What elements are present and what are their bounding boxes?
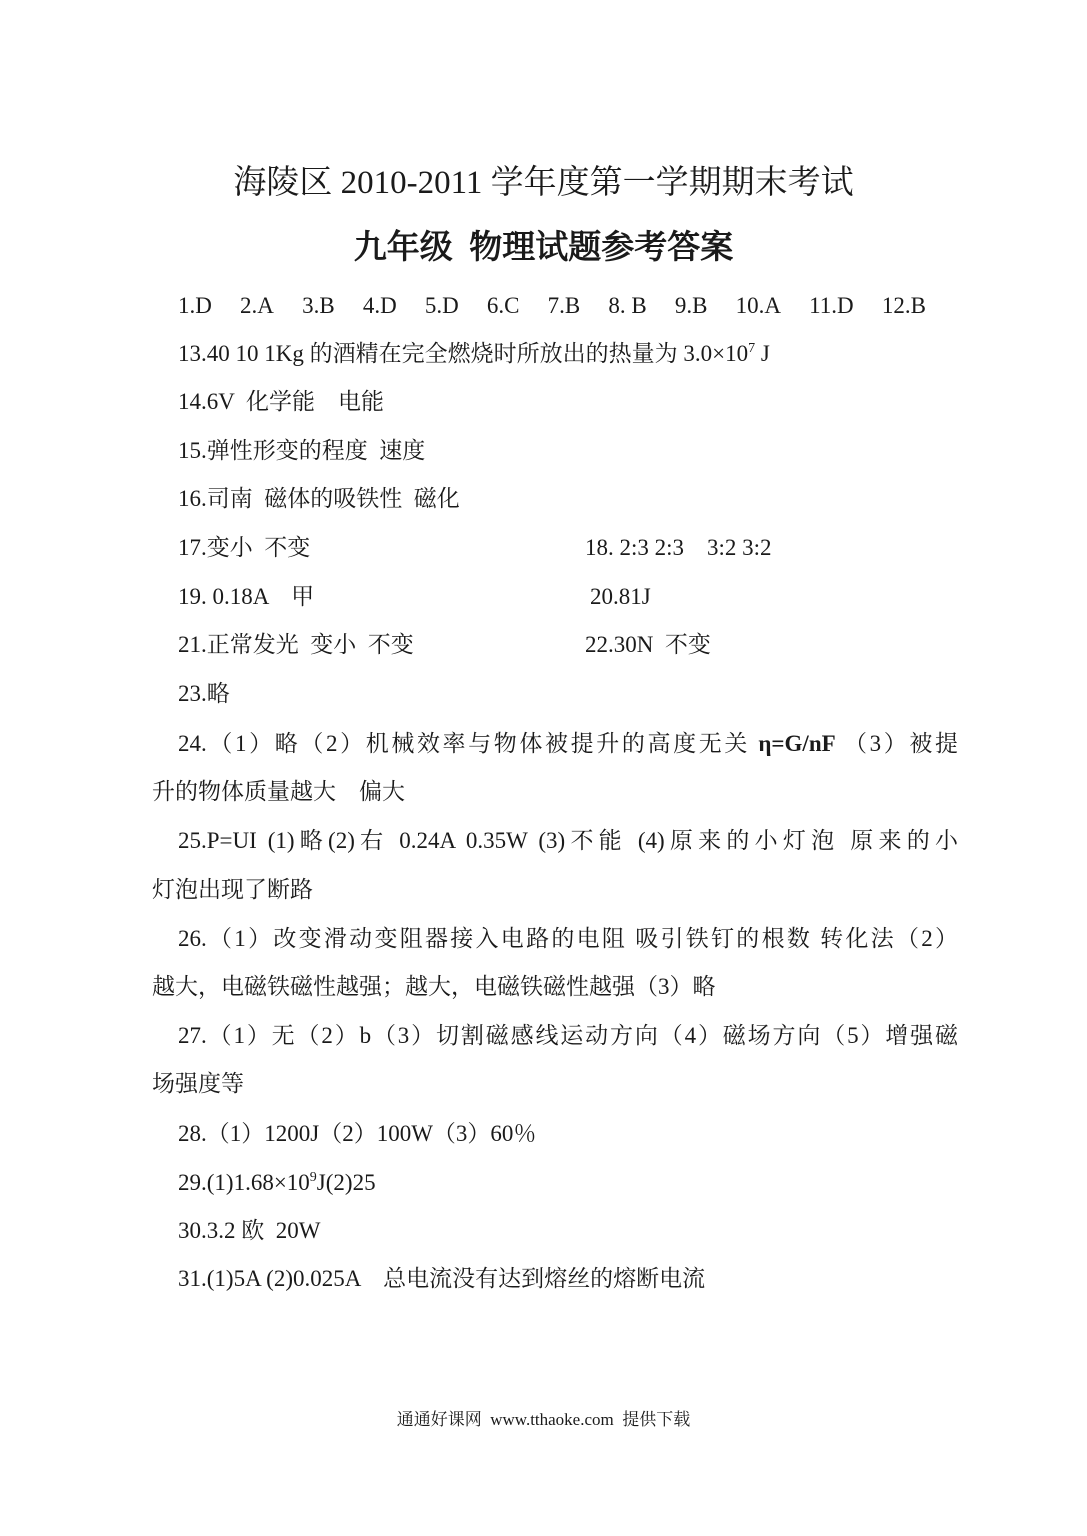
choice-answer-3: 3.B (302, 293, 335, 318)
choice-answers-row (178, 291, 926, 321)
answer-26-line-1: 26.（1）改变滑动变阻器接入电路的电阻 吸引铁钉的根数 转化法（2） (178, 926, 958, 951)
answer-24-line-2: 升的物体质量越大 偏大 (152, 779, 405, 804)
choice-answer-12: 12.B (881, 293, 926, 318)
answer-13 (178, 339, 770, 369)
answer-19: 19. 0.18A 甲 (178, 584, 315, 609)
answer-27-line-2: 场强度等 (152, 1071, 244, 1096)
answer-21: 21.正常发光 变小 不变 (178, 632, 414, 657)
answer-24-part-b: （3）被提 (844, 731, 959, 756)
answer-22: 22.30N 不变 (585, 632, 711, 657)
choice-answer-10: 10.A (735, 293, 781, 318)
answer-27-line-1: 27.（1）无（2）b（3）切割磁感线运动方向（4）磁场方向（5）增强磁 (178, 1023, 958, 1048)
answer-14: 14.6V 化学能 电能 (178, 389, 384, 414)
answer-29-exponent: 9 (309, 1170, 317, 1185)
answer-24-formula: η=G/nF (758, 731, 836, 756)
document-subtitle: 九年级 物理试题参考答案 (353, 230, 734, 266)
choice-answer-1: 1.D (178, 293, 212, 318)
answer-20: 20.81J (590, 584, 651, 609)
answer-29-tail: J(2)25 (316, 1170, 376, 1195)
answer-25-line-2: 灯泡出现了断路 (152, 877, 313, 902)
answer-13-exponent: 7 (748, 341, 756, 356)
answer-25-line-1: 25.P=UI (1)略(2)右 0.24A 0.35W (3)不能 (4)原来的小灯泡 原来的小 (178, 828, 958, 853)
choice-answer-5: 5.D (424, 293, 459, 318)
answer-13-unit: J (755, 341, 770, 366)
answer-28: 28.（1）1200J（2）100W（3）60％ (178, 1121, 537, 1146)
answer-29-text: 29.(1)1.68×10 (178, 1170, 310, 1195)
answer-17: 17.变小 不变 (178, 535, 311, 560)
answer-13-text: 13.40 10 1Kg 的酒精在完全燃烧时所放出的热量为 3.0×10 (178, 341, 749, 366)
answer-16: 16.司南 磁体的吸铁性 磁化 (178, 486, 460, 511)
answer-15: 15.弹性形变的程度 速度 (178, 438, 426, 463)
answer-31: 31.(1)5A (2)0.025A 总电流没有达到熔丝的熔断电流 (178, 1266, 706, 1291)
choice-answer-7: 7.B (547, 293, 581, 318)
answer-30: 30.3.2 欧 20W (178, 1218, 321, 1243)
answer-29 (178, 1168, 376, 1198)
answer-24-part-a: 24.（1）略（2）机械效率与物体被提升的高度无关 (178, 731, 750, 756)
page-footer: 通通好课网 www.tthaoke.com 提供下载 (396, 1410, 691, 1429)
answer-18: 18. 2:3 2:3 3:2 3:2 (585, 535, 772, 560)
answer-24-line-1 (178, 729, 958, 759)
choice-answer-11: 11.D (809, 293, 854, 318)
choice-answer-8: 8. B (608, 293, 647, 318)
choice-answer-9: 9.B (674, 293, 708, 318)
answer-23: 23.略 (178, 681, 230, 706)
document-title: 海陵区 2010-2011 学年度第一学期期末考试 (233, 165, 854, 201)
answer-26-line-2: 越大，电磁铁磁性越强；越大，电磁铁磁性越强（3）略 (152, 974, 716, 999)
choice-answer-4: 4.D (362, 293, 397, 318)
choice-answer-6: 6.C (486, 293, 520, 318)
choice-answer-2: 2.A (240, 293, 274, 318)
